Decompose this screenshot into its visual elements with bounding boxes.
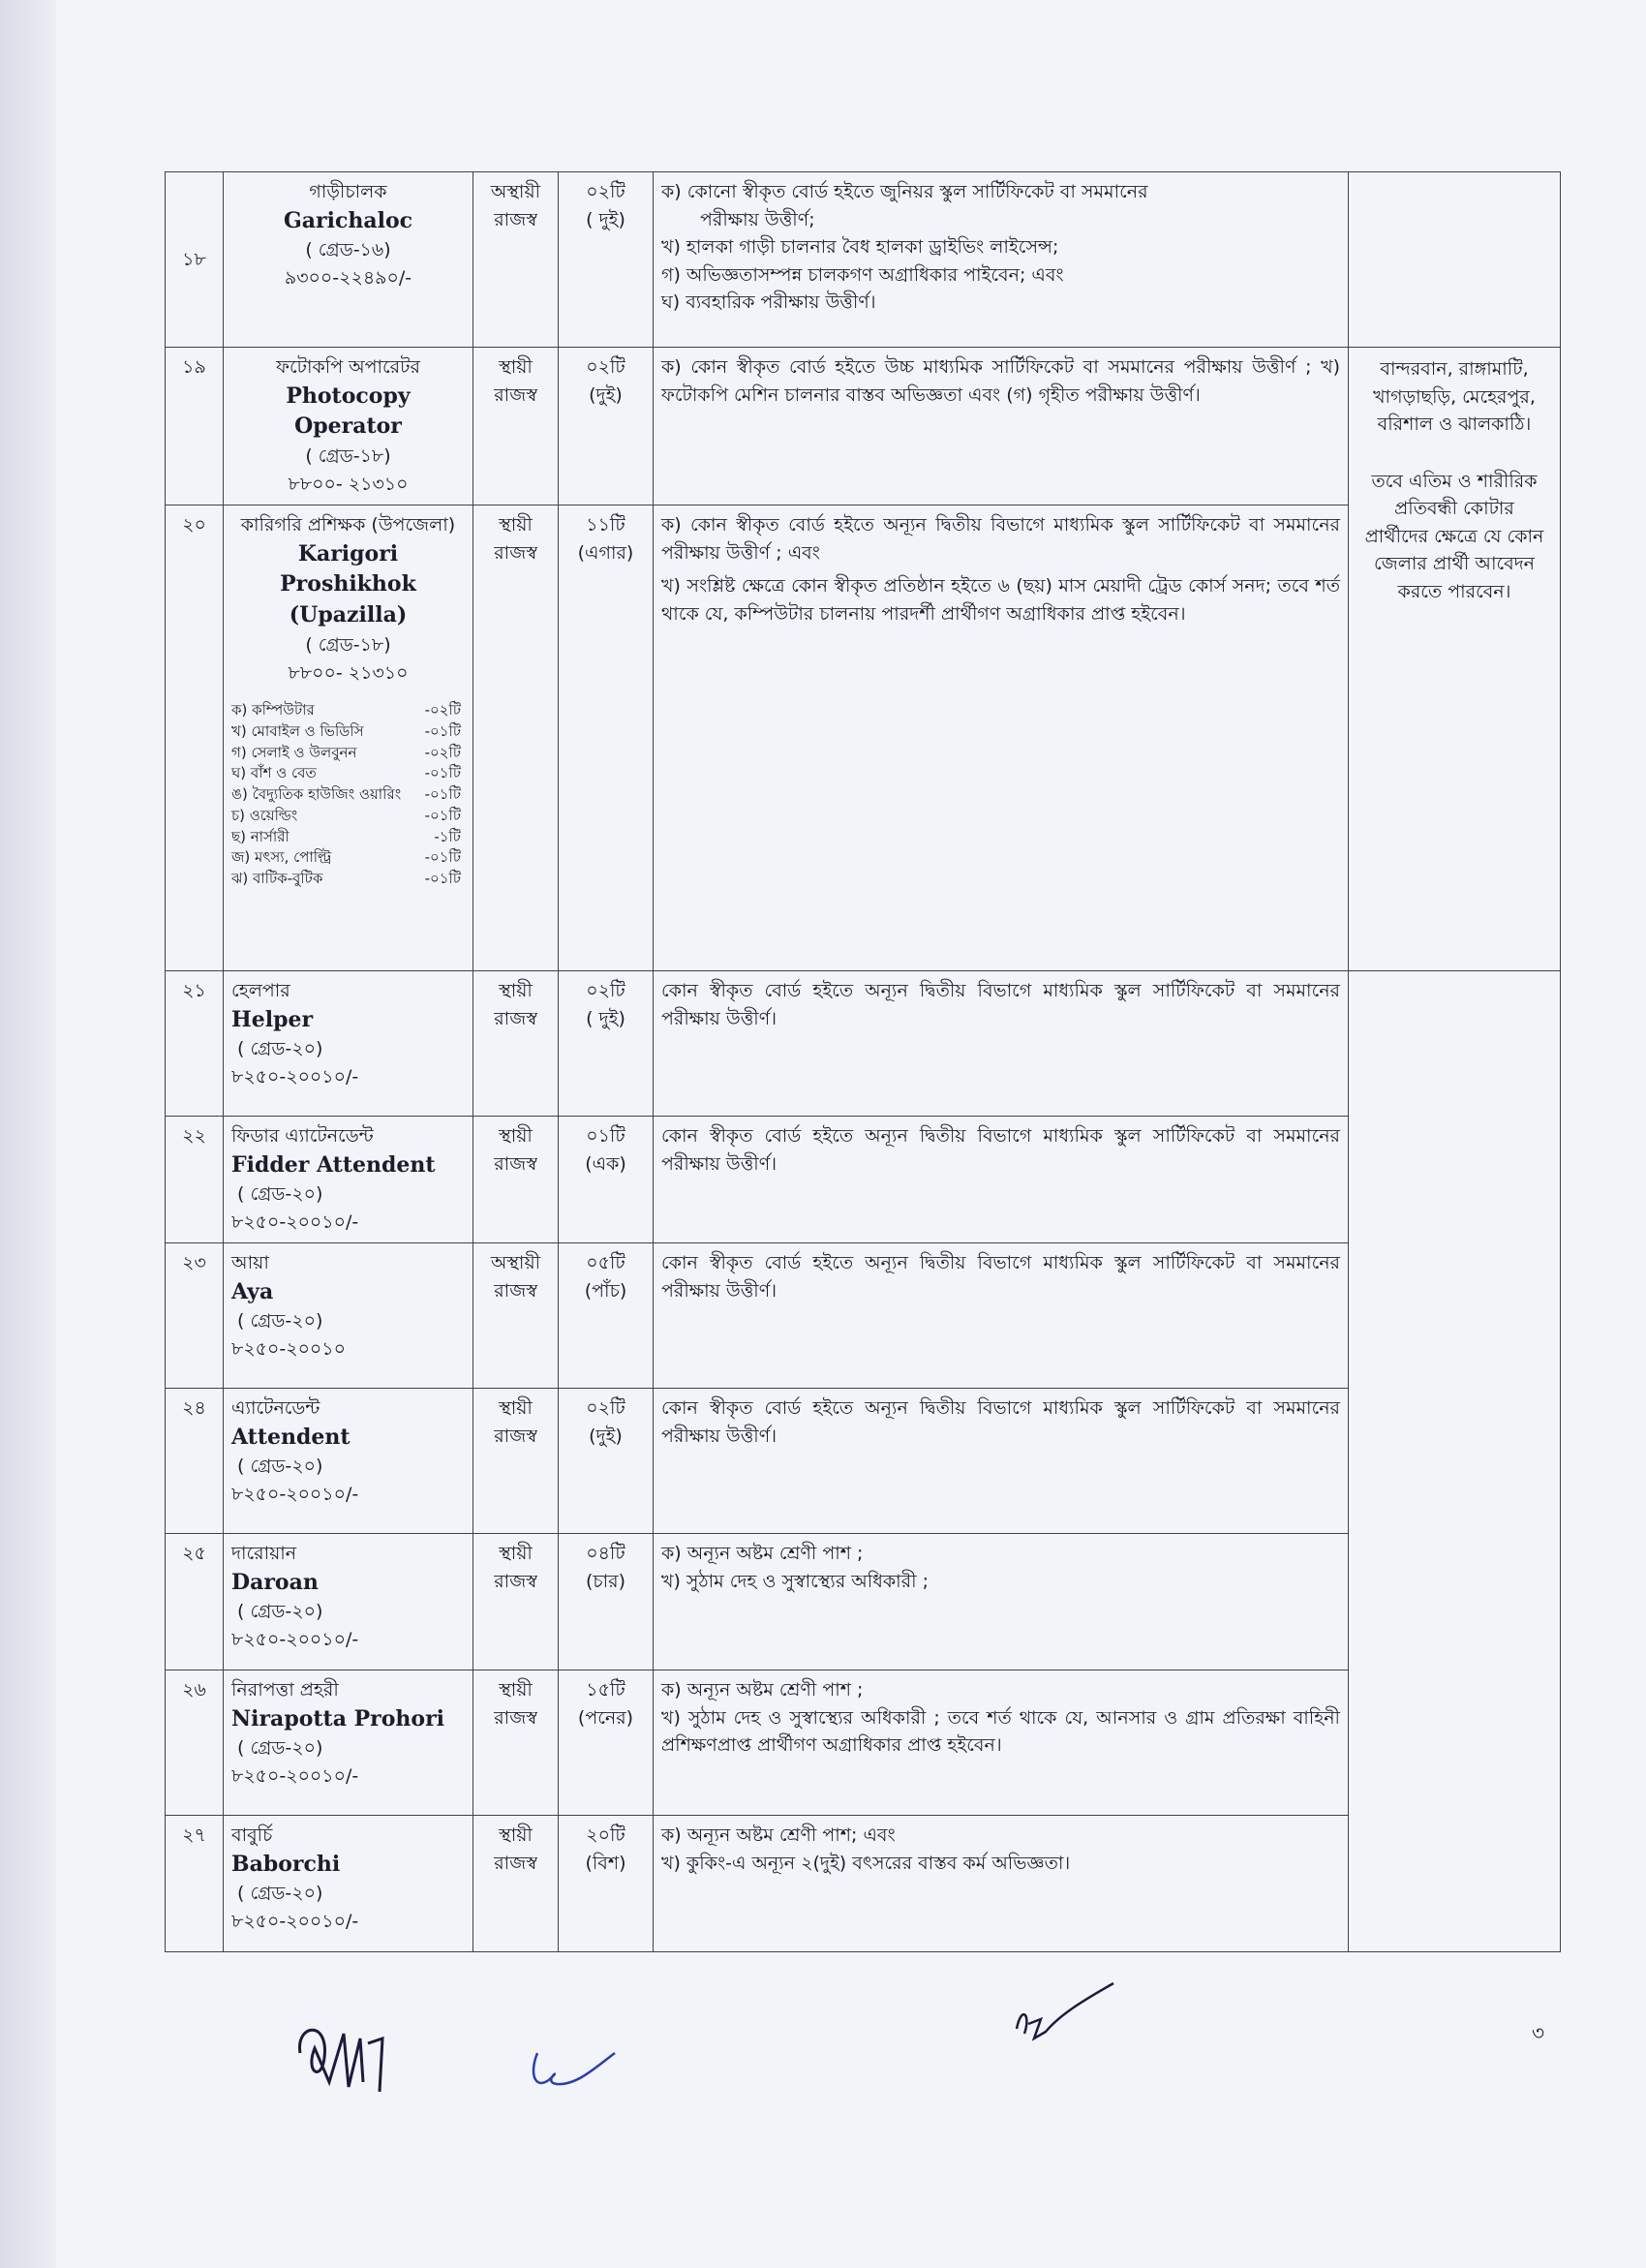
qualification-line: খ) সংশ্লিষ্ট ক্ষেত্রে কোন স্বীকৃত প্রতিষ্ঠান হইতে ৬ (ছয়) মাস মেয়াদী ট্রেড কোর্স সনদ; তবে শর্ত থাকে যে, কম্পিউটার চালনায় পারদর্শী প্রার্থীগণ অগ্রাধিকার প্রাপ্ত হইবেন। [661,575,1340,625]
vacancy-count: ০১টি [586,1125,625,1147]
post-name-bn: কারিগরি প্রশিক্ষক (উপজেলা) [240,514,456,536]
post-type: স্থায়ী রাজস্ব [473,971,559,1117]
quota-note: তবে এতিম ও শারীরিক প্রতিবন্ধী কোটার প্রার্থীদের ক্ষেত্রে যে কোন জেলার প্রার্থী আবেদন করতে পারবেন। [1364,470,1544,602]
post-type: স্থায়ী রাজস্ব [473,348,559,506]
trade-item [231,763,465,784]
vacancy-cell [559,1243,654,1389]
pay-scale: ৮২৫০-২০০১০/- [231,1628,359,1650]
post-name-en: Daroan [231,1569,319,1595]
vacancy-cell [559,1117,654,1243]
qualification-cell [654,172,1349,348]
pay-scale: ৮২৫০-২০০১০/- [231,1483,359,1505]
serial-number: ২৩ [166,1243,224,1389]
trade-count: -০১টি [424,785,461,804]
trade-list [231,700,465,890]
qualification-cell [654,1243,1349,1389]
trade-name: ঘ) বাঁশ ও বেত [231,764,317,782]
post-cell [224,348,473,506]
post-name-bn: আয়া [231,1252,269,1273]
post-grade: ( গ্রেড-১৮) [305,445,391,468]
vacancy-count: ০২টি [586,1397,625,1419]
trade-name: জ) মৎস্য, পোল্ট্রি [231,848,332,867]
post-cell [224,1243,473,1389]
eligible-districts: বান্দরবান, রাঙ্গামাটি, খাগড়াছড়ি, মেহেরপুর, বরিশাল ও ঝালকাঠি। [1373,358,1536,435]
vacancy-count-words: ( দুই) [586,1007,625,1029]
qualification-cell [654,1670,1349,1816]
page-number: ৩ [1532,2021,1545,2044]
post-name-bn: গাড়ীচালক [309,181,387,202]
post-name-en: Photocopy Operator [286,383,411,440]
post-name-bn: নিরাপত্তা প্রহরী [231,1679,339,1701]
trade-name: ঝ) বাটিক-বুটিক [231,870,323,888]
area-cell-empty [1349,971,1561,1952]
qualification-line: ক) কোন স্বীকৃত বোর্ড হইতে অন্যূন দ্বিতীয় বিভাগে মাধ্যমিক স্কুল সার্টিফিকেট বা সমমানের পরীক্ষায় উত্তীর্ণ ; এবং [661,514,1340,564]
vacancy-count: ১১টি [586,514,625,536]
qualification-cell [654,1816,1349,1952]
post-type: স্থায়ী রাজস্ব [473,1670,559,1816]
post-grade: ( গ্রেড-২০) [237,1183,323,1206]
qualification-line: কোন স্বীকৃত বোর্ড হইতে অন্যূন দ্বিতীয় বিভাগে মাধ্যমিক স্কুল সার্টিফিকেট বা সমমানের পরীক্ষায় উত্তীর্ণ। [661,980,1340,1029]
serial-number: ২১ [166,971,224,1117]
post-cell [224,1117,473,1243]
vacancy-count: ১৫টি [586,1679,625,1701]
serial-number: ১৯ [166,348,224,506]
qualification-line: পরীক্ষায় উত্তীর্ণ; [700,208,815,230]
qualification-cell [654,1117,1349,1243]
vacancy-cell [559,348,654,506]
vacancy-cell [559,1389,654,1534]
trade-item [231,869,465,890]
post-name-en: Aya [231,1278,274,1304]
pay-scale: ৮২৫০-২০০১০ [231,1337,346,1360]
vacancy-cell [559,172,654,348]
qualification-line: ক) অন্যূন অষ্টম শ্রেণী পাশ ; [661,1543,864,1564]
post-cell [224,1389,473,1534]
trade-name: চ) ওয়েল্ডিং [231,806,298,824]
post-name-en: Helper [231,1006,314,1032]
serial-number: ২৬ [166,1670,224,1816]
vacancy-count: ০৪টি [586,1543,625,1564]
signature-3 [1007,1976,1123,2053]
qualification-cell [654,1389,1349,1534]
vacancy-count-words: (চার) [585,1570,626,1592]
trade-name: খ) মোবাইল ও ভিডিসি [231,721,364,740]
post-grade: ( গ্রেড-১৬) [305,239,391,261]
vacancy-count-words: (পাঁচ) [584,1279,627,1302]
pay-scale: ৯৩০০-২২৪৯০/- [284,266,412,289]
trade-count: -০১টি [424,806,461,824]
trade-name: ঙ) বৈদ্যুতিক হাউজিং ওয়ারিং [231,785,402,804]
qualification-line: ক) অন্যূন অষ্টম শ্রেণী পাশ ; [661,1679,864,1701]
post-type: স্থায়ী রাজস্ব [473,1816,559,1952]
qualification-cell [654,506,1349,971]
post-cell [224,172,473,348]
post-type: অস্থায়ী রাজস্ব [473,1243,559,1389]
vacancy-count-words: (দুই) [589,1425,623,1447]
post-grade: ( গ্রেড-২০) [237,1883,323,1905]
post-name-en: Attendent [231,1424,351,1450]
vacancy-count: ০২টি [586,980,625,1001]
post-cell [224,1534,473,1670]
trade-item [231,743,465,764]
qualification-line: কোন স্বীকৃত বোর্ড হইতে অন্যূন দ্বিতীয় বিভাগে মাধ্যমিক স্কুল সার্টিফিকেট বা সমমানের পরীক্ষায় উত্তীর্ণ। [661,1397,1340,1447]
scan-page-edge [0,0,56,2268]
vacancy-count-words: (এক) [585,1152,626,1175]
qualification-line: খ) সুঠাম দেহ ও সুস্বাস্থ্যের অধিকারী ; তবে শর্ত থাকে যে, আনসার ও গ্রাম প্রতিরক্ষা বাহিনী প্রশিক্ষণপ্রাপ্ত প্রার্থীগণ অগ্রাধিকার প্রাপ্ত হইবেন। [661,1706,1340,1756]
trade-name: ছ) নার্সারী [231,827,290,845]
signature-1 [290,2014,397,2101]
serial-number: ২০ [166,506,224,971]
serial-number: ২৫ [166,1534,224,1670]
vacancy-cell [559,1534,654,1670]
serial-number: ২৪ [166,1389,224,1534]
post-cell [224,1670,473,1816]
table-row [166,172,1561,348]
vacancy-count-words: (এগার) [577,541,634,564]
pay-scale: ৮৮০০- ২১৩১০ [288,473,409,495]
post-grade: ( গ্রেড-২০) [237,1310,323,1333]
vacancy-cell [559,1670,654,1816]
post-name-en: Baborchi [231,1851,341,1877]
trade-count: -০১টি [424,848,461,867]
vacancy-count-words: ( দুই) [586,208,625,230]
post-grade: ( গ্রেড-২০) [237,1038,323,1060]
vacancy-count: ০২টি [586,356,625,378]
post-name-en: Karigori Proshikhok (Upazilla) [280,540,416,628]
table-row [166,971,1561,1117]
area-cell [1349,348,1561,971]
qualification-line: ক) কোন স্বীকৃত বোর্ড হইতে উচ্চ মাধ্যমিক সার্টিফিকেট বা সমমানের পরীক্ষায় উত্তীর্ণ ; খ) ফটোকপি মেশিন চালনার বাস্তব অভিজ্ঞতা এবং (গ) গৃহীত পরীক্ষায় উত্তীর্ণ। [661,356,1340,406]
post-grade: ( গ্রেড-১৮) [305,634,391,657]
qualification-line: ঘ) ব্যবহারিক পরীক্ষায় উত্তীর্ণ। [661,291,876,313]
qualification-line: খ) হালকা গাড়ী চালনার বৈধ হালকা ড্রাইভিং লাইসেন্স; [661,236,1059,258]
trade-item [231,847,465,869]
qualification-line: খ) কুকিং-এ অন্যূন ২(দুই) বৎসরের বাস্তব কর্ম অভিজ্ঞতা। [661,1852,1071,1874]
post-name-en: Nirapotta Prohori [231,1705,445,1732]
pay-scale: ৮২৫০-২০০১০/- [231,1910,359,1932]
trade-count: -০১টি [424,764,461,782]
post-cell [224,1816,473,1952]
qualification-line: ক) কোনো স্বীকৃত বোর্ড হইতে জুনিয়র স্কুল সার্টিফিকেট বা সমমানের [661,181,1148,202]
post-name-bn: দারোয়ান [231,1543,297,1564]
trade-name: গ) সেলাই ও উলবুনন [231,743,357,761]
trade-item [231,827,465,848]
post-cell [224,506,473,971]
trade-count: -০২টি [424,743,461,761]
post-name-bn: বাবুর্চি [231,1824,273,1846]
pay-scale: ৮২৫০-২০০১০/- [231,1211,359,1233]
vacancy-cell [559,1816,654,1952]
qualification-line: কোন স্বীকৃত বোর্ড হইতে অন্যূন দ্বিতীয় বিভাগে মাধ্যমিক স্কুল সার্টিফিকেট বা সমমানের পরীক্ষায় উত্তীর্ণ। [661,1252,1340,1302]
qualification-line: ক) অন্যূন অষ্টম শ্রেণী পাশ; এবং [661,1824,896,1846]
trade-count: -০১টি [424,870,461,888]
serial-number: ২২ [166,1117,224,1243]
serial-number: ১৮ [166,172,224,348]
pay-scale: ৮২৫০-২০০১০/- [231,1065,359,1088]
vacancy-count: ০২টি [586,181,625,202]
vacancy-count-words: (দুই) [589,383,623,406]
post-type: স্থায়ী রাজস্ব [473,1389,559,1534]
post-grade: ( গ্রেড-২০) [237,1601,323,1623]
post-type: অস্থায়ী রাজস্ব [473,172,559,348]
post-type: স্থায়ী রাজস্ব [473,1117,559,1243]
qualification-cell [654,1534,1349,1670]
pay-scale: ৮৮০০- ২১৩১০ [288,661,409,684]
post-name-bn: ফিডার এ্যাটেনডেন্ট [231,1125,374,1147]
trade-item [231,806,465,827]
post-name-bn: ফটোকপি অপারেটর [276,356,420,378]
area-cell-empty [1349,172,1561,348]
pay-scale: ৮২৫০-২০০১০/- [231,1764,359,1787]
signature-2 [523,2024,639,2101]
trade-count: -০১টি [424,721,461,740]
job-table [165,171,1561,1952]
vacancy-cell [559,506,654,971]
qualification-line: গ) অভিজ্ঞতাসম্পন্ন চালকগণ অগ্রাধিকার পাইবেন; এবং [661,263,1064,286]
post-type: স্থায়ী রাজস্ব [473,1534,559,1670]
trade-item [231,700,465,721]
post-type: স্থায়ী রাজস্ব [473,506,559,971]
post-name-en: Fidder Attendent [231,1151,436,1178]
vacancy-count-words: (বিশ) [585,1852,626,1874]
vacancy-count: ২০টি [586,1824,625,1846]
trade-count: -০২টি [424,701,461,720]
trade-item [231,721,465,743]
table-row [166,348,1561,506]
serial-number: ২৭ [166,1816,224,1952]
qualification-line: খ) সুঠাম দেহ ও সুস্বাস্থ্যের অধিকারী ; [661,1570,929,1592]
vacancy-count: ০৫টি [586,1252,625,1273]
post-grade: ( গ্রেড-২০) [237,1737,323,1760]
post-name-en: Garichaloc [283,207,413,233]
post-grade: ( গ্রেড-২০) [237,1456,323,1478]
trade-item [231,784,465,806]
qualification-line: কোন স্বীকৃত বোর্ড হইতে অন্যূন দ্বিতীয় বিভাগে মাধ্যমিক স্কুল সার্টিফিকেট বা সমমানের পরীক্ষায় উত্তীর্ণ। [661,1125,1340,1175]
qualification-cell [654,348,1349,506]
trade-count: -১টি [434,827,461,845]
trade-name: ক) কম্পিউটার [231,701,315,720]
vacancy-cell [559,971,654,1117]
post-name-bn: এ্যাটেনডেন্ট [231,1397,320,1419]
vacancy-count-words: (পনের) [577,1706,634,1729]
qualification-cell [654,971,1349,1117]
post-name-bn: হেলপার [231,980,290,1001]
post-cell [224,971,473,1117]
